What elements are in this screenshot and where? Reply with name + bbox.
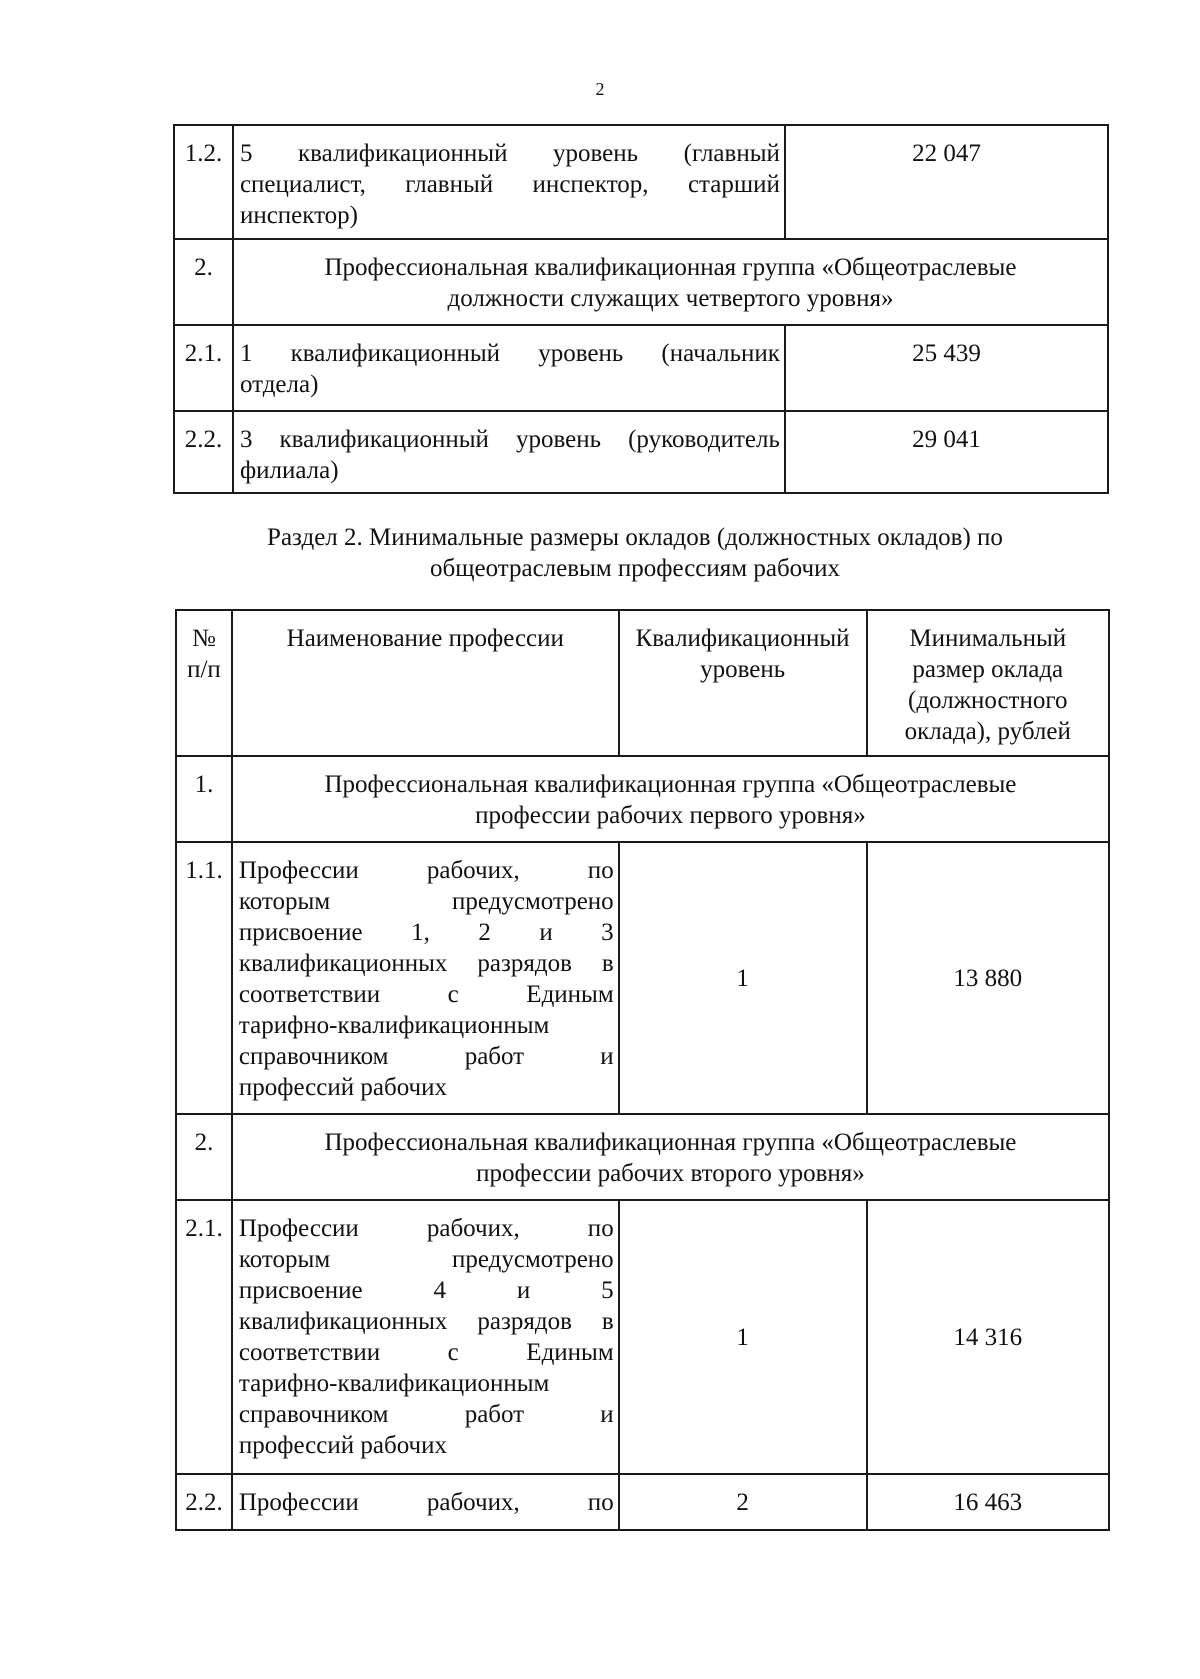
group-title: Профессиональная квалификационная группа «Общеотраслевые профессии рабочих второго уровня» [232, 1114, 1109, 1200]
salary-table-section-2 [175, 609, 1110, 1531]
qualification-level: 1 [619, 842, 867, 1114]
position-description: 3 квалификационный уровень (руководитель филиала) [233, 411, 785, 493]
salary-value: 16 463 [867, 1474, 1110, 1530]
row-number: 2.1. [176, 1200, 232, 1474]
salary-value: 13 880 [867, 842, 1110, 1114]
position-description: 1 квалификационный уровень (начальник отдела) [233, 325, 785, 411]
profession-description: Профессии рабочих, по [232, 1474, 619, 1530]
salary-value: 29 041 [785, 411, 1108, 493]
qualification-level: 1 [619, 1200, 867, 1474]
table-row [176, 1200, 1109, 1474]
table-header-row [176, 610, 1109, 756]
header-level: Квалификационный уровень [619, 610, 867, 756]
row-number: 2.2. [174, 411, 233, 493]
section-heading: Раздел 2. Минимальные размеры окладов (должностных окладов) по общеотраслевым профессиям рабочих [267, 524, 1003, 582]
row-number: 1.2. [174, 125, 233, 239]
header-number: № п/п [176, 610, 232, 756]
table-row [174, 239, 1108, 325]
profession-description: Профессии рабочих, по которым предусмотрено присвоение 4 и 5 квалификационных разрядов в соответствии с Единым тарифно-квалификационным справочником работ и профессий рабочих [232, 1200, 619, 1474]
salary-table-section-1 [173, 124, 1109, 494]
salary-value: 25 439 [785, 325, 1108, 411]
salary-value: 14 316 [867, 1200, 1110, 1474]
qualification-level: 2 [619, 1474, 867, 1530]
table-row [174, 325, 1108, 411]
table-row [176, 756, 1109, 842]
group-title: Профессиональная квалификационная группа «Общеотраслевые должности служащих четвертого уровня» [233, 239, 1108, 325]
row-number: 2. [176, 1114, 232, 1200]
row-number: 1.1. [176, 842, 232, 1114]
group-title: Профессиональная квалификационная группа «Общеотраслевые профессии рабочих первого уровня» [232, 756, 1109, 842]
row-number: 2. [174, 239, 233, 325]
row-number: 2.2. [176, 1474, 232, 1530]
table-row [174, 125, 1108, 239]
salary-value: 22 047 [785, 125, 1108, 239]
page-number: 2 [595, 79, 605, 99]
header-salary: Минимальный размер оклада (должностного оклада), рублей [867, 610, 1110, 756]
row-number: 1. [176, 756, 232, 842]
table-row [176, 1474, 1109, 1530]
table-row [176, 842, 1109, 1114]
table-row [176, 1114, 1109, 1200]
table-row [174, 411, 1108, 493]
header-profession: Наименование профессии [232, 610, 619, 756]
position-description: 5 квалификационный уровень (главный специалист, главный инспектор, старший инспектор) [233, 125, 785, 239]
profession-description: Профессии рабочих, по которым предусмотрено присвоение 1, 2 и 3 квалификационных разрядов в соответствии с Единым тарифно-квалификационным справочником работ и профессий рабочих [232, 842, 619, 1114]
row-number: 2.1. [174, 325, 233, 411]
